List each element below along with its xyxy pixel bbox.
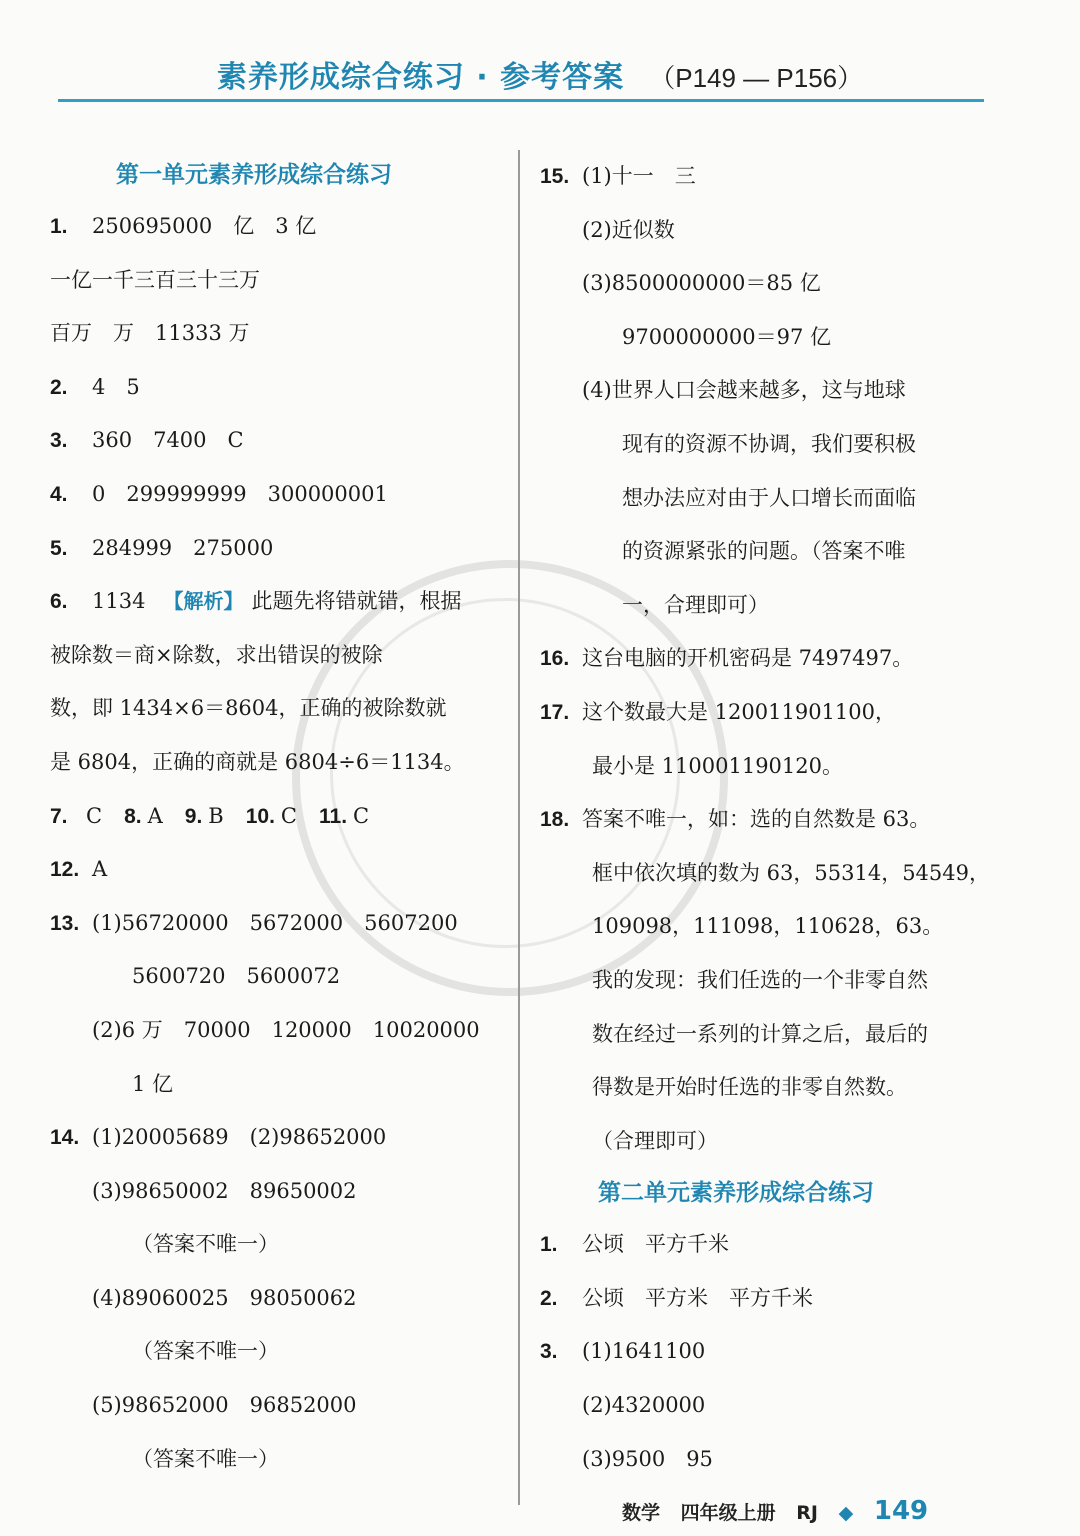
question-number: 12. (50, 858, 80, 882)
choice-answer: C (86, 803, 103, 828)
answer-text: (4)世界人口会越来越多，这与地球 (582, 378, 906, 403)
question-number: 17. (540, 700, 570, 724)
question-number: 14. (50, 1126, 80, 1150)
answer-row (540, 1218, 1010, 1272)
answer-text: (1)1641100 (582, 1339, 706, 1364)
answer-text: 框中依次填的数为 63，55314，54549， (592, 860, 991, 885)
answer-row (50, 307, 505, 361)
answer-text: 360 7400 C (92, 428, 244, 453)
answer-row (540, 364, 1010, 418)
question-number: 1. (50, 215, 68, 238)
analysis-tag: 【解析】 (163, 589, 244, 614)
answer-row (540, 793, 1010, 847)
footer-subject: 数学 (622, 1502, 661, 1524)
answer-text: 我的发现：我们任选的一个非零自然 (592, 967, 928, 992)
answer-text: 250695000 亿 3 亿 (92, 214, 317, 238)
answer-text: 得数是开始时任选的非零自然数。 (592, 1075, 907, 1100)
answer-text: 这个数最大是 120011901100， (582, 699, 897, 724)
question-number: 13. (50, 911, 80, 935)
answer-text: （答案不唯一） (132, 1339, 279, 1364)
answer-row (50, 843, 505, 897)
page-footer (622, 1496, 942, 1532)
answer-text: (3)8500000000＝85 亿 (582, 271, 821, 296)
answer-text: (4)89060025 98050062 (92, 1285, 357, 1310)
answer-text: 1 亿 (132, 1071, 174, 1096)
choice-answers-row (50, 790, 505, 844)
answer-text: 被除数＝商×除数，求出错误的被除 (50, 642, 383, 667)
answer-row (50, 468, 505, 522)
page-header (0, 52, 1080, 95)
column-divider (518, 150, 520, 1505)
answer-row (50, 1272, 505, 1326)
question-number: 2. (50, 375, 68, 399)
answer-row (50, 522, 505, 576)
answer-row (50, 200, 505, 254)
question-number: 7. (50, 804, 68, 828)
answer-text: 这台电脑的开机密码是 7497497。 (582, 646, 914, 671)
question-number: 9. (184, 804, 203, 828)
answer-row (540, 257, 1010, 311)
answer-text: 百万 万 11333 万 (50, 321, 250, 346)
answer-row (540, 204, 1010, 258)
right-answer-list-2 (540, 1218, 1010, 1486)
header-rule (58, 99, 984, 102)
answer-row (540, 686, 1010, 740)
choice-answer: A (147, 803, 163, 828)
answer-row (50, 897, 505, 951)
answer-text: 1134 (92, 589, 146, 614)
answer-row (50, 1325, 505, 1379)
answer-text: 公顷 平方米 平方千米 (582, 1285, 813, 1310)
question-number: 3. (50, 429, 68, 453)
left-answer-list-2 (50, 843, 505, 1486)
question-number: 2. (540, 1286, 558, 1310)
answer-row (50, 736, 505, 790)
left-answer-list (50, 200, 505, 790)
answer-text: (1)十一 三 (582, 164, 696, 188)
answer-row (540, 418, 1010, 472)
answer-row (540, 1325, 1010, 1379)
answer-row (50, 1379, 505, 1433)
answer-row (540, 525, 1010, 579)
question-number: 15. (540, 165, 570, 188)
answer-row (50, 1004, 505, 1058)
answer-text: 现有的资源不协调，我们要积极 (622, 431, 916, 456)
answer-text: (2)4320000 (582, 1393, 706, 1418)
question-number: 10. (245, 804, 275, 828)
footer-edition: RJ (796, 1502, 818, 1524)
answer-text: (1)56720000 5672000 5607200 (92, 910, 458, 935)
answer-text: 284999 275000 (92, 535, 274, 560)
page-title: 素养形成综合练习 · 参考答案 (216, 60, 625, 95)
answer-text: (3)9500 95 (582, 1446, 713, 1471)
right-column (540, 150, 1010, 1486)
answer-text: 想办法应对由于人口增长而面临 (622, 485, 916, 510)
choice-answer: B (208, 803, 224, 828)
answer-text: (2)近似数 (582, 217, 675, 242)
answer-row (540, 1272, 1010, 1326)
answer-text: (1)20005689 (2)98652000 (92, 1125, 387, 1150)
answer-row (50, 629, 505, 683)
question-number: 5. (50, 536, 68, 560)
answer-row (50, 414, 505, 468)
question-number: 18. (540, 808, 570, 832)
answer-text: 公顷 平方千米 (582, 1232, 729, 1257)
answer-row (540, 579, 1010, 633)
answer-text: A (92, 857, 108, 882)
left-column (50, 150, 505, 1486)
answer-text: 答案不唯一，如：选的自然数是 63。 (582, 807, 931, 832)
answer-row (540, 1433, 1010, 1487)
answer-row (50, 682, 505, 736)
answer-text: 是 6804，正确的商就是 6804÷6＝1134。 (50, 749, 465, 774)
answer-text: 数在经过一系列的计算之后，最后的 (592, 1021, 928, 1046)
answer-row (540, 1115, 1010, 1169)
question-number: 3. (540, 1340, 558, 1364)
answer-row (540, 1008, 1010, 1062)
answer-row (540, 1061, 1010, 1115)
answer-row (540, 311, 1010, 365)
answer-text: 的资源紧张的问题。（答案不唯 (622, 539, 906, 564)
answer-text: 数，即 1434×6＝8604，正确的被除数就 (50, 696, 447, 721)
answer-row (50, 950, 505, 1004)
answer-row (540, 740, 1010, 794)
question-number: 16. (540, 647, 570, 671)
question-number: 1. (540, 1233, 558, 1257)
question-number: 11. (319, 804, 348, 828)
answer-row (50, 361, 505, 415)
answer-text: 最小是 110001190120。 (592, 753, 844, 778)
answer-text: (3)98650002 89650002 (92, 1178, 357, 1203)
answer-text: （答案不唯一） (132, 1446, 279, 1471)
answer-text: （合理即可） (592, 1128, 718, 1153)
answer-text: 0 299999999 300000001 (92, 481, 388, 506)
section-title-unit-2: 第二单元素养形成综合练习 (598, 1180, 874, 1207)
answer-row (50, 1111, 505, 1165)
answer-text: 9700000000＝97 亿 (622, 324, 832, 349)
section-title-unit-1: 第一单元素养形成综合练习 (116, 162, 392, 188)
answer-text: 109098，111098，110628，63。 (592, 914, 944, 939)
footer-grade: 四年级上册 (680, 1502, 776, 1524)
answer-text: 一亿一千三百三十三万 (50, 267, 260, 292)
answer-row (50, 1165, 505, 1219)
page-number: 149 (873, 1496, 929, 1526)
analysis-text: 此题先将错就错，根据 (251, 589, 462, 614)
answer-text: (5)98652000 96852000 (92, 1393, 357, 1418)
answer-text: (2)6 万 70000 120000 10020000 (92, 1017, 480, 1042)
answer-row (540, 632, 1010, 686)
question-number: 4. (50, 482, 68, 506)
right-answer-list (540, 150, 1010, 1168)
question-number: 6. (50, 590, 68, 614)
page-range: （P149 — P156） (649, 63, 864, 93)
answer-text: 5600720 5600072 (132, 964, 341, 989)
answer-row (50, 1433, 505, 1487)
choice-answer: C (280, 803, 297, 828)
answer-row (50, 575, 505, 629)
answer-row (540, 847, 1010, 901)
answer-row (540, 900, 1010, 954)
answer-row (540, 150, 1010, 204)
answer-row (50, 1058, 505, 1112)
answer-text: （答案不唯一） (132, 1232, 279, 1257)
answer-text: 4 5 (92, 374, 140, 399)
answer-row (540, 954, 1010, 1008)
answer-text: 一，合理即可） (622, 592, 769, 617)
answer-row (50, 254, 505, 308)
diamond-icon: ◆ (838, 1502, 854, 1524)
answer-row (540, 472, 1010, 526)
choice-answer: C (353, 803, 370, 828)
question-number: 8. (124, 804, 142, 828)
answer-row (540, 1379, 1010, 1433)
answer-row (50, 1218, 505, 1272)
